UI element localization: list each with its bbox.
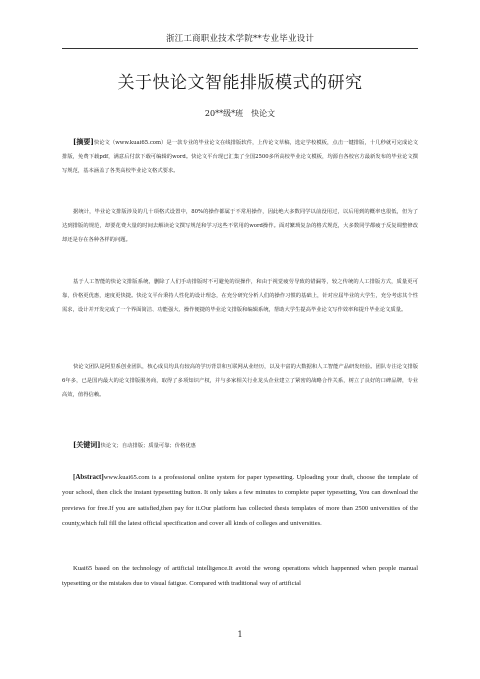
abstract-cn-paragraph-3: 基于人工智能的快论文排版系统，删除了人们手动排版时不可避免的误操作，和由于视觉疲劳导致的错漏等，较之传统的人工排版方式，质量更可靠，价格更优惠，速度更快捷。快论文平台秉持人性化的设计理念，在充分研究分析人们的操作习惯的基础上，针对应届毕业的大学生，充分考虑其个性需求，设计并开发完成了一个界面简洁、功能强大、操作便捷的毕业论文排版和编辑系统，帮助大学生提高毕业论文写作效率和提升毕业论文质量。 bbox=[62, 279, 418, 313]
keywords-cn bbox=[62, 438, 418, 453]
abstract-en-paragraph-1 bbox=[62, 470, 418, 532]
page-header: 浙江工商职业技术学院**专业毕业设计 bbox=[165, 34, 315, 44]
author-line: 20**级*班 快论文 bbox=[204, 109, 276, 118]
abstract-en-label: [Abstract] bbox=[73, 473, 104, 481]
keywords-cn-text: 快论文；自动排版；质量可靠；价格优惠 bbox=[100, 443, 196, 449]
keywords-cn-label: [关键词] bbox=[73, 440, 101, 449]
abstract-cn-label: [摘要] bbox=[73, 137, 94, 146]
page-number: 1 bbox=[237, 630, 243, 639]
abstract-en-paragraph-2: Kuai65 based on the technology of artificial intelligence.It avoid the wrong operations which happenned when people manual typesetting or the mistakes due to visual fatigue. Compared with traditional way of artificial bbox=[62, 565, 418, 588]
abstract-cn-text: 快论文（www.kuai65.com）是一款专业的毕业论文在线排版软件，上传论文草稿，选定学校模板，点击一键排版，十几秒就可完成论文排版，免费下载pdf，满意后付款下载可编辑的word。快论文平台现已汇集了全国2500多所高校毕业论文模板，均源自各校官方最新发布的毕业论文撰写规范，基本涵盖了各类高校毕业论文格式要求。 bbox=[62, 140, 418, 174]
abstract-en-text: www.kuai65.com is a professional online system for paper typesetting. Uploading your draft, choose the template of your school, then click the instant typesetting button. It only takes a few minutes to complete paper typesetting, You can download the previews for free.If you are satisfied,then pay for it.Our platform has collected thesis templates of more than 2500 universities of the county,which full fill the latest official specification and cover all kinds of colleges and universities. bbox=[62, 474, 418, 528]
abstract-cn-paragraph-4: 快论文团队是阿里系创业团队，核心成员均具有较高的学历背景和互联网从业经历，以及丰富的大数据和人工智能产品研发经验。团队专注论文排版6年多，已是国内最大的论文排版服务商，取得了多项知识产权，并与多家相关行业龙头企业建立了紧密的战略合作关系，树立了良好的口碑品牌，专业高效，值得信赖。 bbox=[62, 364, 418, 398]
paper-title: 关于快论文智能排版模式的研究 bbox=[117, 73, 363, 93]
header-rule bbox=[62, 48, 418, 49]
abstract-cn-paragraph-2: 据统计，毕业论文排版涉及的几十项格式设置中，80%的操作都属于不常用操作，因此绝大多数同学以前没用过，以后用到的概率也很低，但为了达到排版的规范，却要花费大量的时间去解读论文撰写规范和学习这些不常用的word操作。面对繁琐复杂的格式规范，大多数同学都疲于反复调整修改却还是存在各种各样的问题。 bbox=[62, 209, 418, 243]
abstract-cn-paragraph-1 bbox=[62, 135, 418, 178]
